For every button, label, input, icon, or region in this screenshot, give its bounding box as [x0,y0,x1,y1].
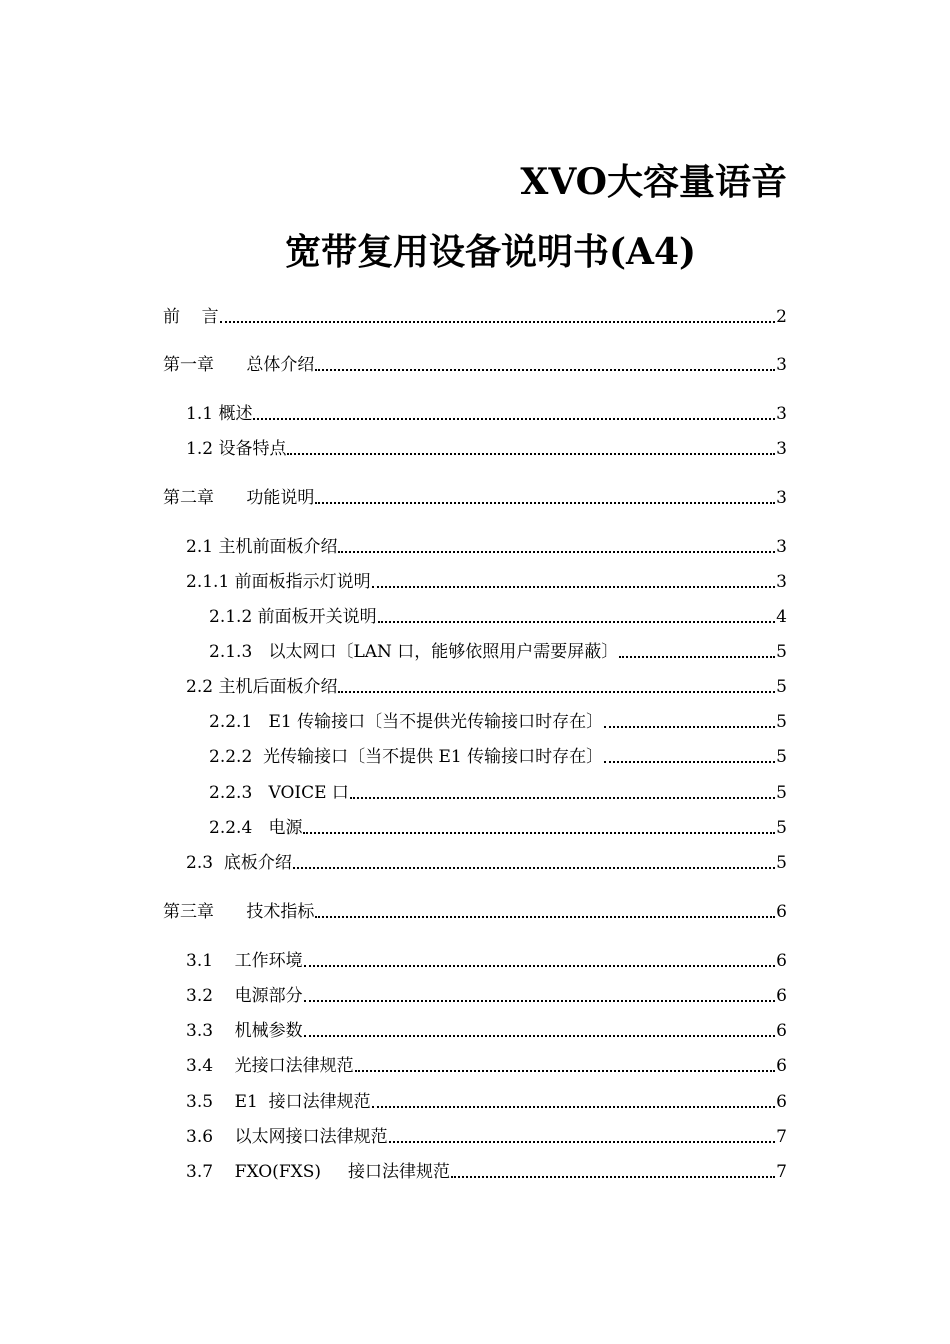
toc-entry-3-3[interactable] [186,1020,787,1042]
toc-entry-label: 1.1 概述 [186,404,253,424]
toc-dot-leader [378,621,776,623]
toc-page-number: 5 [776,818,787,838]
toc-entry-2-2-2[interactable] [209,746,787,768]
toc-page-number: 3 [776,404,787,424]
toc-dot-leader [372,1106,775,1108]
toc-entry-label: 3.2 电源部分 [186,986,303,1006]
toc-entry-label: 3.6 以太网接口法律规范 [186,1127,388,1147]
toc-entry-label: 2.1.1 前面板指示灯说明 [186,572,371,592]
toc-entry-label: 2.3 底板介绍 [186,853,292,873]
toc-page-number: 3 [776,355,787,375]
toc-dot-leader [350,797,775,799]
toc-dot-leader [293,867,775,869]
toc-page-number: 6 [776,986,787,1006]
toc-page-number: 5 [776,712,787,732]
toc-dot-leader [619,656,775,658]
toc-entry-label: 2.2.4 电源 [209,818,303,838]
toc-entry-label: 第二章 功能说明 [163,488,315,508]
toc-entry-label: 3.1 工作环境 [186,951,303,971]
toc-page-number: 5 [776,677,787,697]
toc-dot-leader [338,551,775,553]
toc-dot-leader [389,1141,776,1143]
toc-entry-label: 3.4 光接口法律规范 [186,1056,354,1076]
toc-entry-2-2-1[interactable] [209,711,787,733]
toc-entry-2-2-3[interactable] [209,782,787,804]
toc-entry-label: 前 言 [163,307,219,327]
toc-entry-preface[interactable] [163,306,787,328]
toc-page-number: 5 [776,642,787,662]
toc-dot-leader [338,691,775,693]
toc-entry-2-2[interactable] [186,676,787,698]
toc-page-number: 3 [776,488,787,508]
toc-page-number: 7 [776,1162,787,1182]
toc-entry-label: 2.1.3 以太网口〔LAN 口，能够依照用户需要屏蔽〕 [209,642,619,662]
toc-dot-leader [304,1035,776,1037]
toc-dot-leader [315,916,775,918]
toc-entry-label: 第一章 总体介绍 [163,355,315,375]
toc-entry-label: 1.2 设备特点 [186,439,287,459]
toc-dot-leader [604,726,775,728]
toc-page-number: 3 [776,537,787,557]
toc-dot-leader [315,369,775,371]
document-title-line-2: 宽带复用设备说明书(A4) [285,231,697,273]
toc-entry-chapter-1[interactable] [163,354,787,376]
document-title-line-1: XVO大容量语音 [520,161,787,203]
toc-entry-3-1[interactable] [186,950,787,972]
toc-dot-leader [372,586,776,588]
toc-entry-1-2[interactable] [186,438,787,460]
toc-page-number: 5 [776,783,787,803]
toc-entry-3-4[interactable] [186,1055,787,1077]
toc-entry-2-2-4[interactable] [209,817,787,839]
toc-dot-leader [355,1070,776,1072]
toc-entry-chapter-3[interactable] [163,901,787,923]
toc-page-number: 6 [776,902,787,922]
toc-page-number: 3 [776,439,787,459]
toc-dot-leader [304,1000,776,1002]
toc-entry-3-2[interactable] [186,985,787,1007]
toc-page-number: 5 [776,747,787,767]
toc-dot-leader [304,965,776,967]
toc-entry-2-3[interactable] [186,852,787,874]
toc-dot-leader [253,418,775,420]
toc-entry-3-5[interactable] [186,1091,787,1113]
toc-entry-label: 2.2.1 E1 传输接口〔当不提供光传输接口时存在〕 [209,712,604,732]
toc-entry-3-6[interactable] [186,1126,787,1148]
toc-entry-label: 2.1 主机前面板介绍 [186,537,338,557]
toc-entry-2-1-3[interactable] [209,641,787,663]
toc-entry-label: 3.7 FXO(FXS) 接口法律规范 [186,1162,451,1182]
toc-entry-label: 2.2.3 VOICE 口 [209,783,349,803]
toc-page-number: 6 [776,1056,787,1076]
toc-entry-label: 3.3 机械参数 [186,1021,303,1041]
toc-page-number: 4 [776,607,787,627]
toc-page-number: 6 [776,1021,787,1041]
toc-entry-label: 第三章 技术指标 [163,902,315,922]
toc-page-number: 3 [776,572,787,592]
toc-page-number: 2 [776,307,787,327]
toc-dot-leader [287,453,775,455]
toc-dot-leader [315,502,775,504]
toc-entry-2-1[interactable] [186,536,787,558]
toc-entry-label: 2.2.2 光传输接口〔当不提供 E1 传输接口时存在〕 [209,747,604,767]
toc-entry-2-1-1[interactable] [186,571,787,593]
toc-entry-2-1-2[interactable] [209,606,787,628]
toc-dot-leader [604,761,775,763]
toc-entry-3-7[interactable] [186,1161,787,1183]
toc-dot-leader [303,832,775,834]
toc-dot-leader [451,1176,775,1178]
toc-page-number: 6 [776,1092,787,1112]
toc-page-number: 6 [776,951,787,971]
toc-dot-leader [220,321,776,323]
toc-entry-label: 2.1.2 前面板开关说明 [209,607,377,627]
toc-page-number: 7 [776,1127,787,1147]
toc-page-number: 5 [776,853,787,873]
toc-entry-chapter-2[interactable] [163,487,787,509]
toc-entry-1-1[interactable] [186,403,787,425]
toc-entry-label: 2.2 主机后面板介绍 [186,677,338,697]
toc-entry-label: 3.5 E1 接口法律规范 [186,1092,371,1112]
